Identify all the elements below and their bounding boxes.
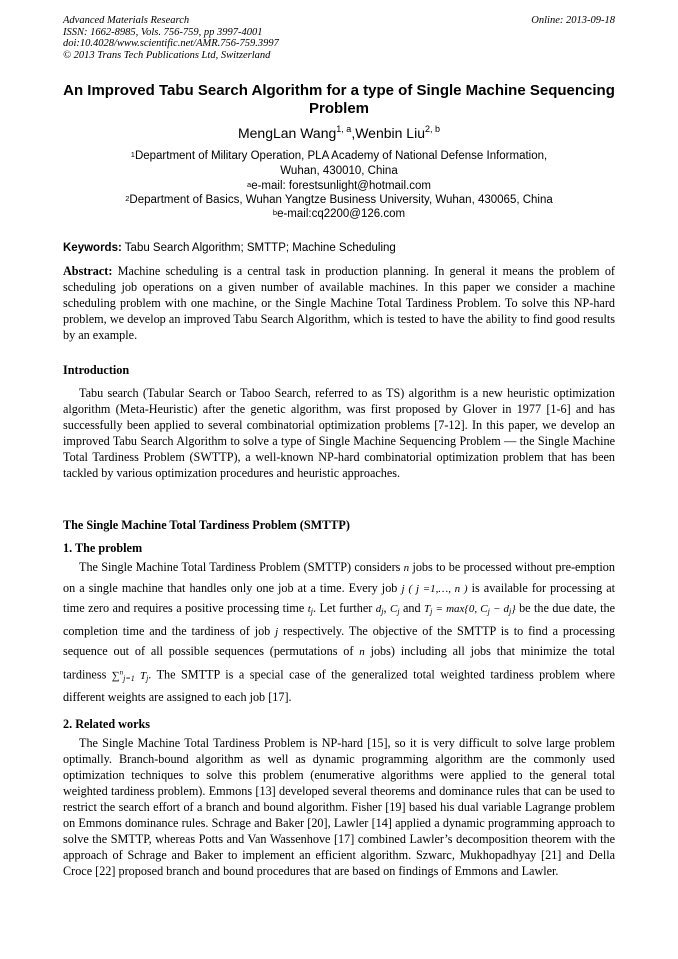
math-tardiness-def: $T_j = \max\{0$, $C_j - d_j$} (424, 603, 516, 617)
keywords (63, 241, 615, 256)
section-heading-introduction: Introduction (63, 363, 130, 377)
text-run: and (403, 601, 421, 616)
problem-text: The Single Machine Total Tardiness Problem (SMTTP) considers n jobs to be processed without pre-emption on a single machine that handles only one job at a time. Every job j ( j =1,…, n ) is available for processing at time zero and requires a positive processing time $t_j$. Let further $d_j$, $C_j$ and $T_j = \max\{0$, $C_j - d_j$} be the due date, the completion time and the tardiness of job j respectively. The objective of the SMTTP is to find a processing sequence out of all possible sequences (permutations of n jobs) including all jobs that minimize the total tardiness ∑$^n_{j=1}$ $T_j$. The SMTTP is a special case of the generalized total weighted tardiness problem where different weights are assigned to each job [17]. (63, 560, 616, 705)
text-run: . The SMTTP is a special case of the generalized total weighted tardiness problem where different weights are assigned to each job [17]. (63, 667, 616, 705)
affiliation-text: Department of Basics, Wuhan Yangtze Business University, Wuhan, 430065, China (129, 194, 553, 206)
keywords-label: Keywords: (63, 242, 122, 254)
affiliation-text: Wuhan, 430010, China (280, 165, 398, 177)
journal-name: Advanced Materials Research (63, 15, 190, 26)
math-j: j (401, 582, 405, 595)
math-cj: $C_j$ (389, 603, 400, 617)
math-tj: $t_j$ (307, 603, 314, 617)
email-mark: b (272, 208, 278, 217)
issn-line: ISSN: 1662-8985, Vols. 756-759, pp 3997-4001 (63, 26, 263, 38)
text-run: The Single Machine Total Tardiness Problem (SMTTP) considers (79, 560, 401, 574)
affiliation-1 (63, 149, 615, 179)
email-a (63, 179, 615, 194)
email-text[interactable]: e-mail: forestsunlight@hotmail.com (251, 180, 431, 192)
section-heading-smttp: The Single Machine Total Tardiness Problem (SMTTP) (63, 518, 350, 532)
affiliation-mark: 2 (125, 194, 130, 203)
text-run: be the due date, the completion time and the tardiness of job (63, 601, 616, 638)
subsection-heading-problem: 1. The problem (63, 541, 143, 555)
doi-line[interactable]: doi:10.4028/www.scientific.net/AMR.756-759.3997 (63, 38, 279, 49)
math-j: j (275, 625, 279, 638)
affiliation-text: Department of Military Operation, PLA Academy of National Defense Information, (134, 150, 548, 162)
email-text[interactable]: e-mail:cq2200@126.com (277, 208, 406, 220)
running-header (63, 15, 615, 61)
related-works-text: The Single Machine Total Tardiness Problem is NP-hard [15], so it is very difficult to solve large problem optimally. Branch-bound algorithm as well as dynamic programming algorithm are the commonly used optimization techniques to solve this problem (enumerative algorithms were applied to the general total weighted tardiness problem). Emmons [13] developed several theorems and dominance rules that can be used to restrict the search effort of a branch and bound algorithm. Fisher [19] based his dual variable Lagrange problem on Emmons dominance rules. Schrage and Baker [20], Lawler [14] applied a dynamic programming approach to solve the SMTTP, whereas Potts and Van Wassenhove [17] combined Lawler’s decomposition theorem with the approach of Schrage and Baker to implement an efficient algorithm. Szwarc, Mukhopadhyay [21] and Della Croce [22] proposed branch and bound procedures that are based on findings of Emmons and Lawler. (63, 736, 615, 878)
text-run: is available for processing at time zero and requires a positive processing time (63, 580, 616, 616)
math-sum: ∑$^n_{j=1}$ $T_j$ (111, 667, 149, 683)
math-range: ( j =1,…, n ) (408, 582, 468, 595)
abstract (63, 263, 615, 343)
affiliation-mark: 1 (130, 150, 135, 159)
text-run: jobs) including all jobs that minimize the total tardiness (63, 644, 615, 682)
author-marks: 1, a (336, 124, 352, 134)
author-marks: 2, b (425, 124, 441, 134)
paper-title: An Improved Tabu Search Algorithm for a type of Single Machine Sequencing Problem (63, 82, 615, 117)
author-list: MengLan Wang$^{1, a}$,Wenbin Liu$^{2, b}$ (237, 124, 441, 141)
online-date: Online: 2013-09-18 (531, 15, 615, 26)
affiliation-2 (63, 193, 615, 208)
author-name: MengLan Wang (237, 125, 337, 141)
abstract-label: Abstract: (63, 264, 113, 278)
copyright-line: © 2013 Trans Tech Publications Ltd, Switzerland (63, 49, 271, 61)
text-run: respectively. The objective of the SMTTP is to find a processing sequence out of all possible sequences (permutations of (63, 623, 615, 659)
keywords-text: Tabu Search Algorithm; SMTTP; Machine Scheduling (124, 242, 396, 254)
math-n: n (359, 646, 365, 659)
introduction-text: Tabu search (Tabular Search or Taboo Search, referred to as TS) algorithm is a new heuristic optimization algorithm (Meta-Heuristic) after the genetic algorithm, was first proposed by Glover in 1977 [1-6] and has successfully been applied to several combinatorial optimization problems [7-12]. In this paper, we develop an improved Tabu Search Algorithm to solve a type of Single Machine Sequencing Problem — the Single Machine Total Tardiness Problem (SWTTP), a well-known NP-hard combinatorial optimization problem that has been tackled by various optimization procedures and heuristic approaches. (63, 386, 615, 480)
author-name: Wenbin Liu (355, 125, 425, 141)
email-mark: a (247, 180, 252, 189)
math-n: n (403, 562, 410, 574)
abstract-text: Machine scheduling is a central task in production planning. In general it means the problem of scheduling job operations on a given number of available machines. In this paper we consider a machine scheduling problem with one machine, or the Single Machine Total Tardiness Problem. To solve this NP-hard problem, we develop an improved Tabu Search Algorithm, which is tested to have the ability to find good results by an example. (63, 264, 615, 342)
text-run: . Let further (313, 601, 373, 616)
text-run: jobs to be processed without pre-emption on a single machine that handles only one job at a time. Every job (63, 560, 615, 595)
email-b (63, 207, 615, 222)
math-dj: $d_j$ (375, 603, 384, 617)
subsection-heading-related: 2. Related works (63, 717, 150, 731)
